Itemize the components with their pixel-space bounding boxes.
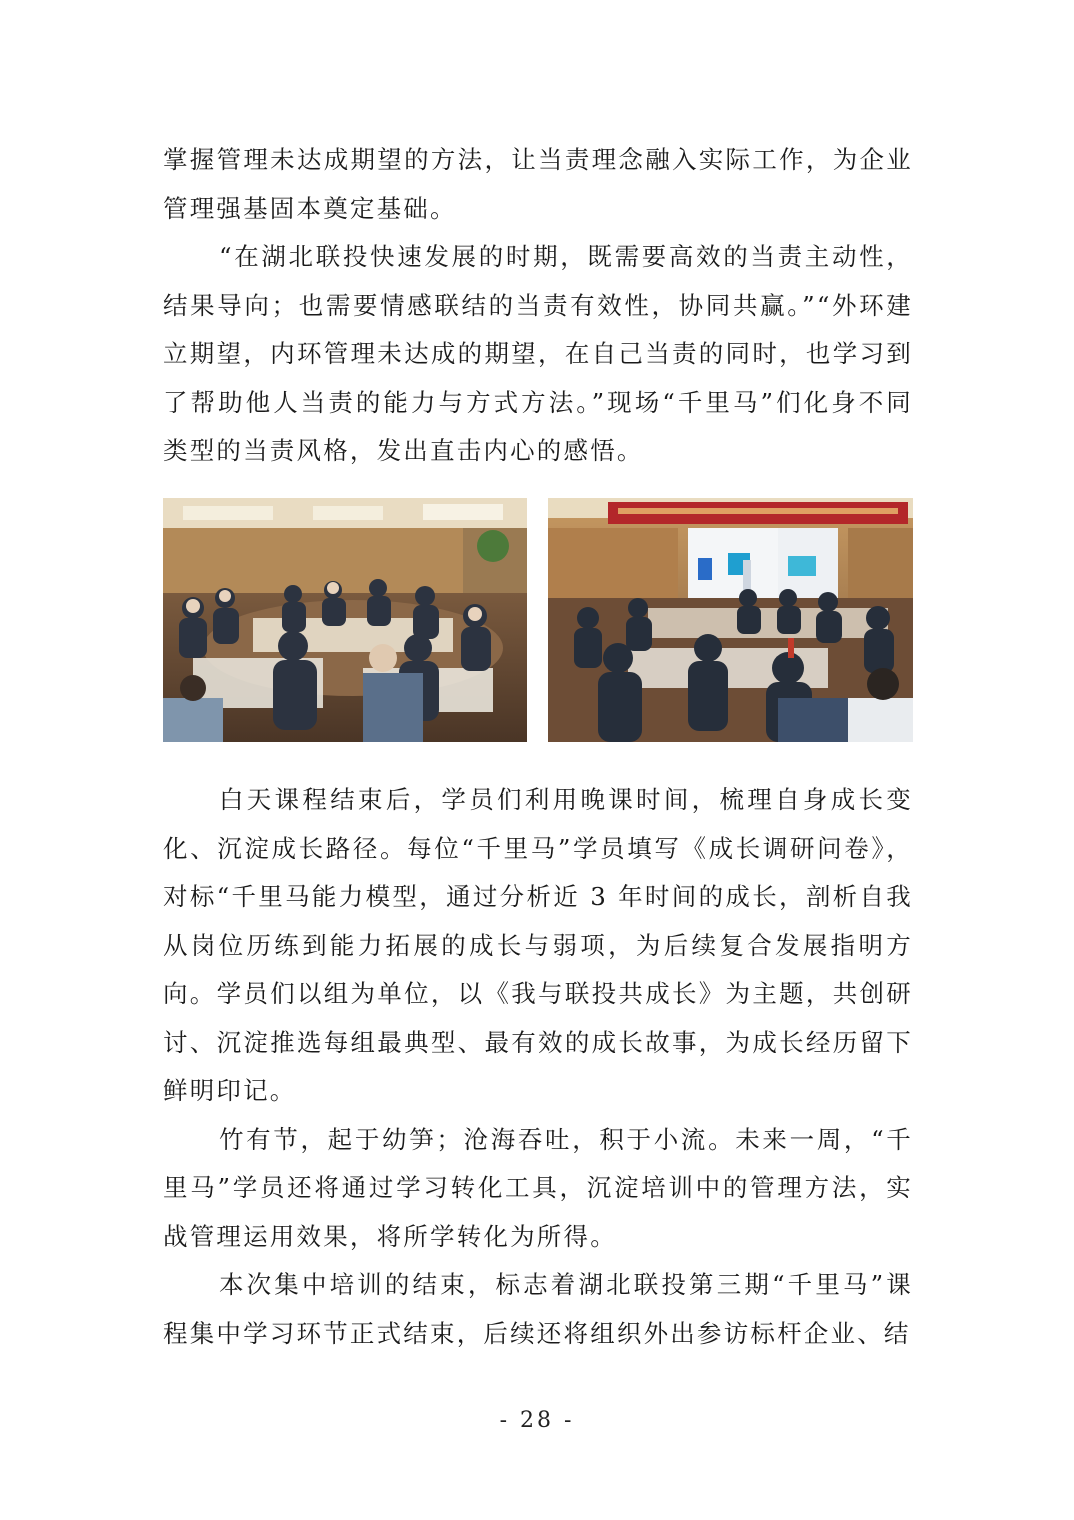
training-photo-right xyxy=(548,498,913,742)
paragraph: 白天课程结束后，学员们利用晚课时间，梳理自身成长变化、沉淀成长路径。每位“千里马”学员填写《成长调研问卷》，对标“千里马能力模型，通过分析近 3 年时间的成长，剖析自我从岗位历练到能力拓展的成长与弱项，为后续复合发展指明方向。学员们以组为单位，以《我与联投共成长》为主题，共创研讨、沉淀推选每组最典型、最有效的成长故事，为成长经历留下鲜明印记。 xyxy=(163,785,913,1105)
training-photo-left xyxy=(163,498,527,742)
paragraph: 本次集中培训的结束，标志着湖北联投第三期“千里马”课程集中学习环节正式结束，后续还将组织外出参访标杆企业、结 xyxy=(163,1270,913,1348)
paragraph: “在湖北联投快速发展的时期，既需要高效的当责主动性，结果导向；也需要情感联结的当责有效性，协同共赢。”“外环建立期望，内环管理未达成的期望，在自己当责的同时，也学习到了帮助他人当责的能力与方式方法。”现场“千里马”们化身不同类型的当责风格，发出直击内心的感悟。 xyxy=(163,242,913,465)
text-block-bottom xyxy=(163,776,913,1358)
paragraph: 掌握管理未达成期望的方法，让当责理念融入实际工作，为企业管理强基固本奠定基础。 xyxy=(163,145,913,223)
text-block-top xyxy=(163,136,913,476)
paragraph: 竹有节，起于幼笋；沧海吞吐，积于小流。未来一周，“千里马”学员还将通过学习转化工具，沉淀培训中的管理方法，实战管理运用效果，将所学转化为所得。 xyxy=(163,1124,913,1251)
classroom-banner-image xyxy=(548,498,913,742)
classroom-image xyxy=(163,498,527,742)
photo-row xyxy=(163,498,913,742)
page-number: - 28 - xyxy=(499,1408,575,1433)
